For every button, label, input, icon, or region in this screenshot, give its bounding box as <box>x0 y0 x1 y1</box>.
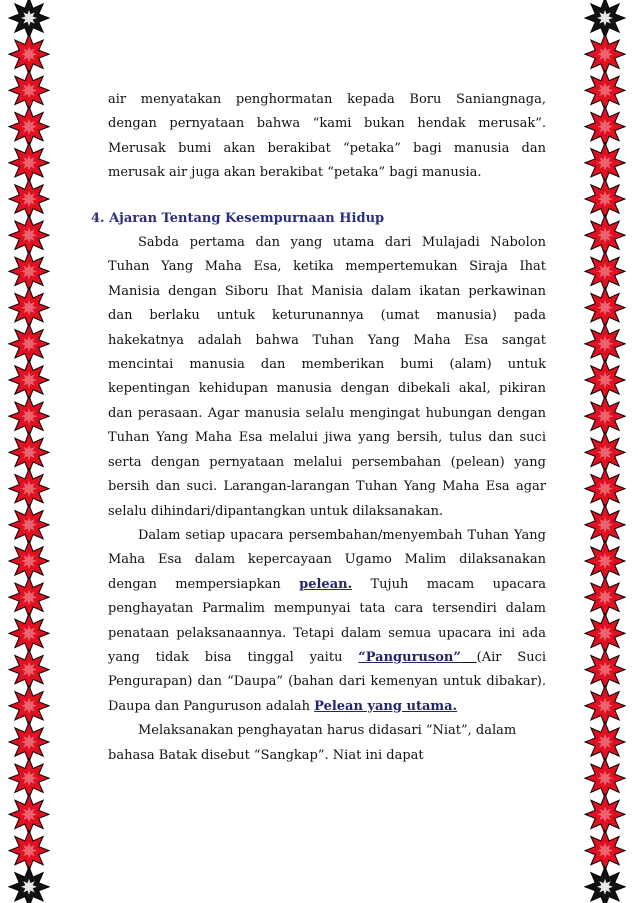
star-icon <box>9 794 49 834</box>
star-icon <box>9 251 49 291</box>
star-icon <box>9 360 49 400</box>
star-icon <box>585 396 625 436</box>
page-content <box>91 88 547 768</box>
star-icon <box>585 107 625 147</box>
star-icon <box>585 179 625 219</box>
intro-paragraph: air menyatakan penghormatan kepada Boru Saniangnaga, dengan pernyataan bahwa “kami bukan hendak merusak”. Merusak bumi akan berakibat “petaka” bagi manusia dan merusak air juga akan berakibat “petaka” bagi manusia. <box>108 92 546 181</box>
paragraph-3: Melaksanakan penghayatan harus didasari “Niat”, dalam bahasa Batak disebut “Sangkap”. Niat ini dapat <box>108 723 517 763</box>
star-icon <box>585 577 625 617</box>
star-icon <box>585 251 625 291</box>
star-icon <box>585 70 625 110</box>
star-icon <box>585 469 625 509</box>
star-icon <box>585 143 625 183</box>
star-icon <box>9 34 49 74</box>
star-icon <box>9 541 49 581</box>
right-star-border <box>584 0 626 903</box>
star-icon <box>9 70 49 110</box>
star-icon <box>585 650 625 690</box>
star-icon <box>585 505 625 545</box>
star-icon <box>585 324 625 364</box>
term-pelean: pelean. <box>299 576 353 592</box>
star-icon <box>9 722 49 762</box>
star-icon <box>585 541 625 581</box>
star-icon <box>585 360 625 400</box>
star-icon <box>9 215 49 255</box>
paragraph-2-part-c: (Air Suci Pengurapan) dan “Daupa” (bahan dari kemenyan untuk dibakar). Daupa dan Panguruson adalah <box>108 649 547 714</box>
paragraph-2-part-b: Tujuh macam upacara penghayatan Parmalim mempunyai tata cara tersendiri dalam penataan pelaksanaannya. Tetapi dalam semua upacara ini ada yang tidak bisa tinggal yaitu <box>108 576 547 665</box>
star-icon <box>9 179 49 219</box>
star-icon <box>9 432 49 472</box>
star-icon <box>9 396 49 436</box>
underlined-space <box>461 650 477 665</box>
star-icon <box>585 288 625 328</box>
star-icon <box>9 324 49 364</box>
corner-star-icon <box>585 0 625 38</box>
section-heading: 4. Ajaran Tentang Kesempurnaan Hidup <box>91 210 385 226</box>
corner-star-icon <box>9 0 49 38</box>
star-icon <box>585 686 625 726</box>
star-icon <box>9 831 49 871</box>
star-icon <box>9 758 49 798</box>
star-icon <box>9 613 49 653</box>
star-icon <box>585 722 625 762</box>
left-star-border <box>8 0 50 903</box>
star-icon <box>9 650 49 690</box>
star-icon <box>585 34 625 74</box>
paragraph-1: Sabda pertama dan yang utama dari Mulajadi Nabolon Tuhan Yang Maha Esa, ketika mempertemukan Siraja Ihat Manisia dengan Siboru Ihat Manisia dalam ikatan perkawinan dan berlaku untuk keturunannya (umat manusia) pada hakekatnya adalah bahwa Tuhan Yang Maha Esa sangat mencintai manusia dan memberikan bumi (alam) untuk kepentingan kehidupan manusia dengan dibekali akal, pikiran dan perasaan. Agar manusia selalu mengingat hubungan dengan Tuhan Yang Maha Esa melalui jiwa yang bersih, tulus dan suci serta dengan pernyataan melalui persembahan (pelean) yang bersih dan suci. Larangan-larangan Tuhan Yang Maha Esa agar selalu dihindari/dipantangkan untuk dilaksanakan. <box>108 235 546 519</box>
star-icon <box>9 288 49 328</box>
star-icon <box>585 758 625 798</box>
star-icon <box>9 505 49 545</box>
star-icon <box>585 794 625 834</box>
star-icon <box>9 107 49 147</box>
corner-star-icon <box>9 867 49 903</box>
term-panguruson: “Panguruson” <box>358 649 461 665</box>
section-spacer <box>108 186 546 207</box>
star-icon <box>9 577 49 617</box>
star-icon <box>585 613 625 653</box>
paragraph-2-part-a: Dalam setiap upacara persembahan/menyembah Tuhan Yang Maha Esa dalam kepercayaan Ugamo Malim dilaksanakan dengan mempersiapkan <box>108 527 546 592</box>
star-icon <box>585 432 625 472</box>
term-pelean-utama: Pelean yang utama. <box>314 698 458 714</box>
star-icon <box>9 686 49 726</box>
star-icon <box>585 215 625 255</box>
corner-star-icon <box>585 867 625 903</box>
paragraph-2 <box>108 524 546 719</box>
star-icon <box>9 143 49 183</box>
star-icon <box>585 831 625 871</box>
star-icon <box>9 469 49 509</box>
